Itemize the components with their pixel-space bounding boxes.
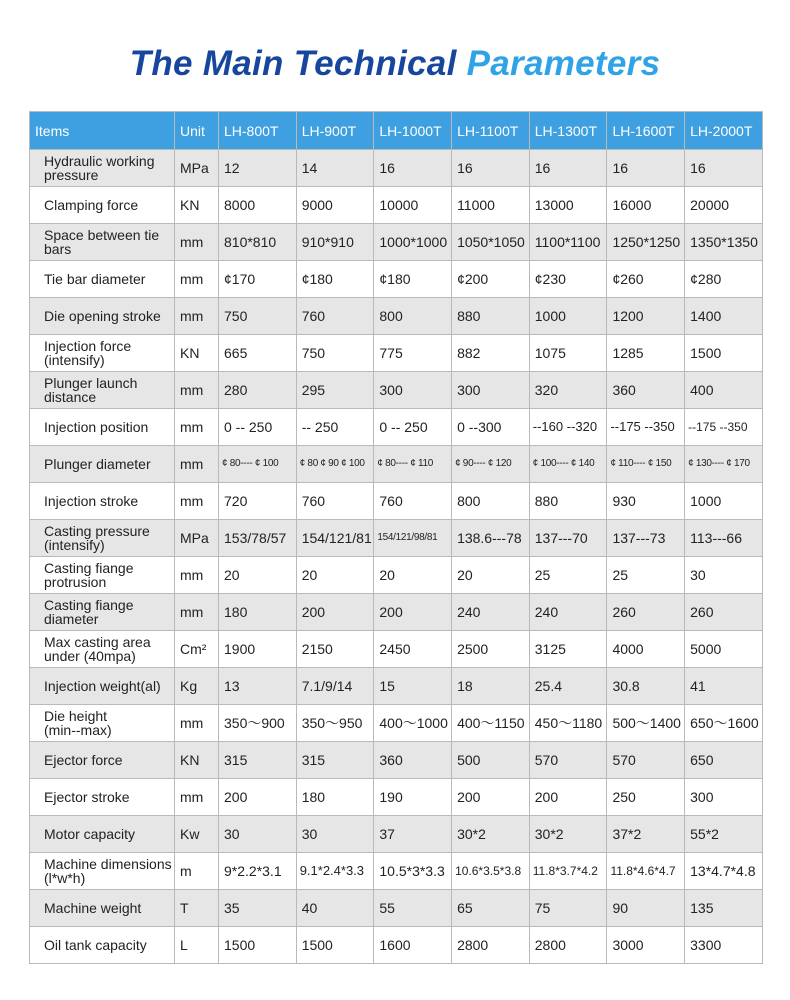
row-value: 1500	[296, 927, 374, 964]
item-name-line: Clamping force	[44, 197, 139, 213]
row-value: ¢ 80---- ¢ 100	[219, 446, 297, 483]
item-name-line: Casting fiange	[44, 560, 134, 576]
row-value: 20	[374, 557, 452, 594]
table-row	[30, 150, 763, 187]
row-value: 37	[374, 816, 452, 853]
row-value: 20	[296, 557, 374, 594]
row-unit: m	[175, 853, 219, 890]
header-model: LH-1600T	[607, 112, 685, 150]
row-value: 16	[529, 150, 607, 187]
row-unit: mm	[175, 705, 219, 742]
row-unit: MPa	[175, 150, 219, 187]
row-value: 7.1/9/14	[296, 668, 374, 705]
row-value: 154/121/81	[296, 520, 374, 557]
row-value: 35	[219, 890, 297, 927]
row-unit: Kg	[175, 668, 219, 705]
row-value: 41	[685, 668, 763, 705]
table-row	[30, 631, 763, 668]
row-value: 200	[374, 594, 452, 631]
row-unit: mm	[175, 224, 219, 261]
item-name-line: Die opening stroke	[44, 308, 161, 324]
row-value: 1050*1050	[452, 224, 530, 261]
item-name-line: Tie bar diameter	[44, 271, 146, 287]
row-value: 40	[296, 890, 374, 927]
row-value: ¢230	[529, 261, 607, 298]
row-value: 13	[219, 668, 297, 705]
row-item-name	[30, 816, 175, 853]
row-value: 500	[452, 742, 530, 779]
row-value: 37*2	[607, 816, 685, 853]
row-value: 800	[374, 298, 452, 335]
row-value: 65	[452, 890, 530, 927]
row-value: 12	[219, 150, 297, 187]
row-value: ¢ 90---- ¢ 120	[452, 446, 530, 483]
row-value: 350～900	[219, 705, 297, 742]
row-item-name	[30, 261, 175, 298]
row-value: 10.6*3.5*3.8	[452, 853, 530, 890]
row-value: 153/78/57	[219, 520, 297, 557]
title-part-parameters: Parameters	[466, 44, 661, 83]
row-unit: mm	[175, 594, 219, 631]
row-value: 1900	[219, 631, 297, 668]
row-value: 200	[452, 779, 530, 816]
row-item-name	[30, 224, 175, 261]
row-value: -- 250	[296, 409, 374, 446]
item-name-line: Plunger diameter	[44, 456, 151, 472]
row-value: 113---66	[685, 520, 763, 557]
row-item-name	[30, 742, 175, 779]
table-row	[30, 224, 763, 261]
row-item-name	[30, 890, 175, 927]
row-value: ¢180	[296, 261, 374, 298]
row-value: 2800	[452, 927, 530, 964]
row-value: 1250*1250	[607, 224, 685, 261]
row-value: 8000	[219, 187, 297, 224]
row-value: 1400	[685, 298, 763, 335]
row-value: 9000	[296, 187, 374, 224]
row-value: 882	[452, 335, 530, 372]
row-value: 13*4.7*4.8	[685, 853, 763, 890]
row-value: 760	[296, 298, 374, 335]
row-value: 4000	[607, 631, 685, 668]
row-item-name	[30, 705, 175, 742]
row-unit: mm	[175, 483, 219, 520]
header-model: LH-2000T	[685, 112, 763, 150]
row-value: 11.8*4.6*4.7	[607, 853, 685, 890]
row-value: 200	[296, 594, 374, 631]
item-name-line: Motor capacity	[44, 826, 136, 842]
row-unit: mm	[175, 779, 219, 816]
table-row	[30, 668, 763, 705]
row-value: 190	[374, 779, 452, 816]
row-value: 0 -- 250	[374, 409, 452, 446]
row-value: 300	[374, 372, 452, 409]
table-header	[30, 112, 763, 150]
page-title	[0, 44, 790, 84]
table-row	[30, 890, 763, 927]
row-value: ¢280	[685, 261, 763, 298]
row-value: 1600	[374, 927, 452, 964]
row-value: 280	[219, 372, 297, 409]
row-value: 350～950	[296, 705, 374, 742]
item-name-line: Oil tank capacity	[44, 937, 147, 953]
row-item-name	[30, 483, 175, 520]
row-value: 25	[529, 557, 607, 594]
item-name-line: pressure	[44, 167, 99, 183]
row-value: 1000	[529, 298, 607, 335]
row-unit: mm	[175, 372, 219, 409]
row-value: 10.5*3*3.3	[374, 853, 452, 890]
row-value: 400～1000	[374, 705, 452, 742]
row-value: 30	[219, 816, 297, 853]
item-name-line: Injection weight(al)	[44, 678, 161, 694]
row-value: 9.1*2.4*3.3	[296, 853, 374, 890]
item-name-line: Hydraulic working	[44, 153, 155, 169]
row-value: 20	[219, 557, 297, 594]
row-value: 760	[374, 483, 452, 520]
parameters-table	[29, 111, 763, 964]
row-value: 0 -- 250	[219, 409, 297, 446]
row-value: 750	[219, 298, 297, 335]
row-unit: mm	[175, 409, 219, 446]
row-unit: KN	[175, 742, 219, 779]
table-row	[30, 594, 763, 631]
table-row	[30, 409, 763, 446]
row-value: 260	[685, 594, 763, 631]
row-value: 3125	[529, 631, 607, 668]
row-value: 775	[374, 335, 452, 372]
row-item-name	[30, 668, 175, 705]
row-value: 30	[296, 816, 374, 853]
row-value: 138.6---78	[452, 520, 530, 557]
row-value: 650～1600	[685, 705, 763, 742]
row-value: 14	[296, 150, 374, 187]
row-value: 400	[685, 372, 763, 409]
header-model: LH-900T	[296, 112, 374, 150]
row-item-name	[30, 409, 175, 446]
row-value: 240	[529, 594, 607, 631]
row-value: 180	[219, 594, 297, 631]
row-item-name	[30, 446, 175, 483]
header-model: LH-1100T	[452, 112, 530, 150]
table-body	[30, 150, 763, 964]
row-value: 18	[452, 668, 530, 705]
row-unit: mm	[175, 298, 219, 335]
item-name-line: Ejector force	[44, 752, 123, 768]
item-name-line: (intensify)	[44, 352, 105, 368]
row-value: ¢260	[607, 261, 685, 298]
item-name-line: distance	[44, 389, 97, 405]
table-row	[30, 446, 763, 483]
row-value: 360	[607, 372, 685, 409]
row-value: 10000	[374, 187, 452, 224]
row-value: 880	[529, 483, 607, 520]
item-name-line: (min--max)	[44, 722, 112, 738]
row-item-name	[30, 631, 175, 668]
row-item-name	[30, 150, 175, 187]
row-value: --175 --350	[607, 409, 685, 446]
header-unit: Unit	[175, 112, 219, 150]
row-value: ¢200	[452, 261, 530, 298]
row-value: 30	[685, 557, 763, 594]
table-row	[30, 742, 763, 779]
item-name-line: Space between tie	[44, 227, 160, 243]
row-value: 20	[452, 557, 530, 594]
item-name-line: Ejector stroke	[44, 789, 130, 805]
table-row	[30, 816, 763, 853]
row-value: ¢ 80---- ¢ 110	[374, 446, 452, 483]
row-value: 90	[607, 890, 685, 927]
row-value: 810*810	[219, 224, 297, 261]
row-value: 400～1150	[452, 705, 530, 742]
row-value: 570	[529, 742, 607, 779]
item-name-line: bars	[44, 241, 72, 257]
row-value: 25.4	[529, 668, 607, 705]
item-name-line: Casting fiange	[44, 597, 134, 613]
item-name-line: Casting pressure	[44, 523, 150, 539]
row-value: 16	[607, 150, 685, 187]
row-value: 15	[374, 668, 452, 705]
table-row	[30, 335, 763, 372]
item-name-line: protrusion	[44, 574, 107, 590]
row-unit: KN	[175, 335, 219, 372]
table-row	[30, 372, 763, 409]
row-value: 20000	[685, 187, 763, 224]
table-row	[30, 187, 763, 224]
row-unit: mm	[175, 557, 219, 594]
item-name-line: (l*w*h)	[44, 870, 86, 886]
row-item-name	[30, 557, 175, 594]
table-row	[30, 261, 763, 298]
row-value: 315	[219, 742, 297, 779]
row-value: 1000*1000	[374, 224, 452, 261]
row-value: 5000	[685, 631, 763, 668]
row-unit: MPa	[175, 520, 219, 557]
row-value: 200	[219, 779, 297, 816]
row-item-name	[30, 335, 175, 372]
item-name-line: Machine dimensions	[44, 856, 172, 872]
row-value: 55	[374, 890, 452, 927]
item-name-line: diameter	[44, 611, 99, 627]
header-items: Items	[30, 112, 175, 150]
row-value: 55*2	[685, 816, 763, 853]
row-value: ¢ 110---- ¢ 150	[607, 446, 685, 483]
item-name-line: Die height	[44, 708, 108, 724]
row-value: 570	[607, 742, 685, 779]
row-value: ¢180	[374, 261, 452, 298]
item-name-line: Machine weight	[44, 900, 142, 916]
row-unit: mm	[175, 261, 219, 298]
table-row	[30, 779, 763, 816]
row-item-name	[30, 594, 175, 631]
table-row	[30, 483, 763, 520]
row-value: --175 --350	[685, 409, 763, 446]
row-unit: mm	[175, 446, 219, 483]
row-value: 9*2.2*3.1	[219, 853, 297, 890]
row-unit: Cm²	[175, 631, 219, 668]
row-value: 240	[452, 594, 530, 631]
row-item-name	[30, 298, 175, 335]
row-value: 30*2	[452, 816, 530, 853]
header-model: LH-1000T	[374, 112, 452, 150]
table-row	[30, 927, 763, 964]
row-value: --160 --320	[529, 409, 607, 446]
row-value: 450～1180	[529, 705, 607, 742]
row-value: 500～1400	[607, 705, 685, 742]
row-unit: L	[175, 927, 219, 964]
row-value: 180	[296, 779, 374, 816]
row-value: 250	[607, 779, 685, 816]
row-value: 1075	[529, 335, 607, 372]
row-value: 930	[607, 483, 685, 520]
table-row	[30, 298, 763, 335]
row-value: 800	[452, 483, 530, 520]
item-name-line: under (40mpa)	[44, 648, 136, 664]
row-value: 880	[452, 298, 530, 335]
row-value: 16	[452, 150, 530, 187]
row-value: 11.8*3.7*4.2	[529, 853, 607, 890]
row-value: 1500	[685, 335, 763, 372]
row-value: 650	[685, 742, 763, 779]
row-item-name	[30, 187, 175, 224]
row-value: ¢ 130---- ¢ 170	[685, 446, 763, 483]
item-name-line: Max casting area	[44, 634, 151, 650]
row-value: 137---70	[529, 520, 607, 557]
row-unit: T	[175, 890, 219, 927]
row-item-name	[30, 853, 175, 890]
row-value: 154/121/98/81	[374, 520, 452, 557]
table-row	[30, 705, 763, 742]
header-model: LH-800T	[219, 112, 297, 150]
item-name-line: Injection force	[44, 338, 132, 354]
row-unit: Kw	[175, 816, 219, 853]
row-value: 720	[219, 483, 297, 520]
row-value: 665	[219, 335, 297, 372]
row-value: ¢ 80 ¢ 90 ¢ 100	[296, 446, 374, 483]
row-value: 3300	[685, 927, 763, 964]
row-value: 75	[529, 890, 607, 927]
row-item-name	[30, 520, 175, 557]
row-value: 295	[296, 372, 374, 409]
row-value: 2450	[374, 631, 452, 668]
row-value: 1500	[219, 927, 297, 964]
item-name-line: Injection position	[44, 419, 149, 435]
row-value: 300	[685, 779, 763, 816]
row-value: 360	[374, 742, 452, 779]
row-value: 760	[296, 483, 374, 520]
table-row	[30, 853, 763, 890]
row-value: 30.8	[607, 668, 685, 705]
row-value: 1100*1100	[529, 224, 607, 261]
item-name-line: Injection stroke	[44, 493, 139, 509]
row-value: 16	[685, 150, 763, 187]
row-value: 1350*1350	[685, 224, 763, 261]
row-value: 30*2	[529, 816, 607, 853]
row-value: 320	[529, 372, 607, 409]
row-value: 2500	[452, 631, 530, 668]
table-row	[30, 557, 763, 594]
row-item-name	[30, 372, 175, 409]
row-value: 13000	[529, 187, 607, 224]
item-name-line: (intensify)	[44, 537, 105, 553]
row-value: 750	[296, 335, 374, 372]
header-row	[30, 112, 763, 150]
row-unit: KN	[175, 187, 219, 224]
table-row	[30, 520, 763, 557]
row-value: 1200	[607, 298, 685, 335]
item-name-line: Plunger launch	[44, 375, 138, 391]
row-value: 315	[296, 742, 374, 779]
row-value: 137---73	[607, 520, 685, 557]
header-model: LH-1300T	[529, 112, 607, 150]
row-value: ¢ 100---- ¢ 140	[529, 446, 607, 483]
row-value: 0 --300	[452, 409, 530, 446]
row-value: ¢170	[219, 261, 297, 298]
row-value: 2150	[296, 631, 374, 668]
row-value: 260	[607, 594, 685, 631]
title-part-main: The Main Technical	[129, 44, 457, 83]
row-value: 300	[452, 372, 530, 409]
row-value: 11000	[452, 187, 530, 224]
row-value: 200	[529, 779, 607, 816]
row-value: 16	[374, 150, 452, 187]
row-value: 16000	[607, 187, 685, 224]
row-value: 2800	[529, 927, 607, 964]
row-value: 25	[607, 557, 685, 594]
row-value: 135	[685, 890, 763, 927]
row-item-name	[30, 779, 175, 816]
row-value: 1000	[685, 483, 763, 520]
row-item-name	[30, 927, 175, 964]
row-value: 3000	[607, 927, 685, 964]
row-value: 1285	[607, 335, 685, 372]
row-value: 910*910	[296, 224, 374, 261]
